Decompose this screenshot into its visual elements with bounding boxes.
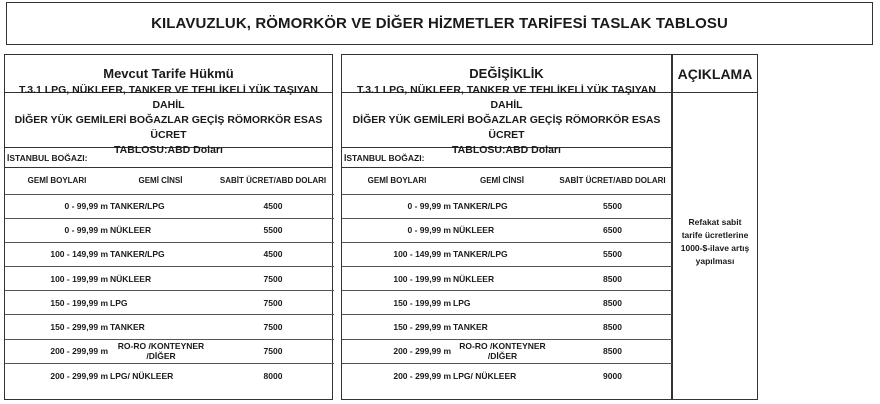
fixed-fee: 7500 (212, 339, 334, 363)
ship-type: LPG (452, 291, 552, 315)
change-panel (341, 54, 672, 400)
fixed-fee: 6500 (552, 218, 673, 242)
ship-length: 200 - 299,99 m (342, 363, 452, 387)
ship-type: NÜKLEER (452, 218, 552, 242)
ship-length: 0 - 99,99 m (342, 194, 452, 218)
ship-length: 200 - 299,99 m (342, 339, 452, 363)
ship-length: 100 - 199,99 m (5, 267, 109, 291)
table-row (342, 315, 673, 339)
ship-length: 150 - 199,99 m (5, 291, 109, 315)
column-header-fee: SABİT ÜCRET/ABD DOLARI (559, 176, 666, 186)
strait-label: İSTANBUL BOĞAZI: (342, 148, 671, 168)
table-row (5, 267, 334, 291)
current-tariff-heading: Mevcut Tarife Hükmü (5, 55, 332, 93)
table-row (342, 291, 673, 315)
table-row (342, 242, 673, 266)
ship-type (109, 339, 212, 363)
table-row (5, 242, 334, 266)
ship-type: NÜKLEER (452, 267, 552, 291)
fixed-fee: 5500 (552, 242, 673, 266)
ship-length: 0 - 99,99 m (5, 194, 109, 218)
change-subtitle (342, 83, 671, 156)
column-header-length: GEMİ BOYLARI (27, 176, 87, 186)
column-header-length: GEMİ BOYLARI (367, 176, 427, 186)
ship-type: TANKER (452, 315, 552, 339)
ship-length: 100 - 149,99 m (342, 242, 452, 266)
fixed-fee: 7500 (212, 315, 334, 339)
table-header-row (5, 168, 334, 194)
fixed-fee: 8500 (552, 315, 673, 339)
explanation-text (675, 216, 755, 268)
ship-type: TANKER (109, 315, 212, 339)
ship-length: 150 - 199,99 m (342, 291, 452, 315)
fixed-fee: 8500 (552, 267, 673, 291)
document-title: KILAVUZLUK, RÖMORKÖR VE DİĞER HİZMETLER TARİFESİ TASLAK TABLOSU (151, 15, 728, 32)
fixed-fee: 4500 (212, 194, 334, 218)
document-title-box (6, 2, 873, 45)
ship-length: 200 - 299,99 m (5, 363, 109, 387)
subtitle-line: DİĞER YÜK GEMİLERİ BOĞAZLAR GEÇİŞ RÖMORKÖR ESAS ÜCRET (352, 113, 661, 141)
explanation-line: yapılması (695, 256, 735, 266)
explanation-heading: AÇIKLAMA (673, 55, 757, 93)
strait-label: İSTANBUL BOĞAZI: (5, 148, 332, 168)
subtitle-line: DİĞER YÜK GEMİLERİ BOĞAZLAR GEÇİŞ RÖMORKÖR ESAS ÜCRET (14, 113, 323, 141)
table-row (342, 267, 673, 291)
subtitle-line: T.3.1 LPG, NÜKLEER, TANKER VE TEHLİKELİ YÜK TAŞIYAN DAHİL (357, 83, 656, 111)
subtitle-line: TABLOSU:ABD Doları (114, 143, 223, 156)
current-tariff-panel (4, 54, 333, 400)
ship-length: 150 - 299,99 m (342, 315, 452, 339)
table-row (342, 194, 673, 218)
fixed-fee: 7500 (212, 291, 334, 315)
ship-type: NÜKLEER (109, 267, 212, 291)
table-row (5, 315, 334, 339)
fixed-fee: 4500 (212, 242, 334, 266)
ship-length: 150 - 299,99 m (5, 315, 109, 339)
fixed-fee: 5500 (212, 218, 334, 242)
table-row (5, 291, 334, 315)
table-row (5, 194, 334, 218)
table-row (342, 363, 673, 387)
table-row (5, 218, 334, 242)
explanation-line: Refakat sabit (688, 217, 742, 227)
table-row (342, 339, 673, 363)
ship-length: 0 - 99,99 m (342, 218, 452, 242)
table-row (5, 363, 334, 387)
ship-type: LPG/ NÜKLEER (109, 363, 212, 387)
current-tariff-table (5, 168, 334, 388)
ship-type-line: RO-RO /KONTEYNER (117, 341, 205, 352)
explanation-line: 1000-$-ilave artış (680, 243, 750, 253)
ship-length: 0 - 99,99 m (5, 218, 109, 242)
ship-type: TANKER/LPG (452, 194, 552, 218)
column-header-type: GEMİ CİNSİ (479, 176, 524, 186)
fixed-fee: 9000 (552, 363, 673, 387)
fixed-fee: 7500 (212, 267, 334, 291)
table-header-row (342, 168, 673, 194)
ship-type: LPG/ NÜKLEER (452, 363, 552, 387)
ship-type (452, 339, 552, 363)
change-tariff-table (342, 168, 673, 388)
change-heading: DEĞİŞİKLİK (342, 55, 671, 93)
ship-type: TANKER/LPG (109, 194, 212, 218)
fixed-fee: 5500 (552, 194, 673, 218)
fixed-fee: 8500 (552, 339, 673, 363)
ship-type: TANKER/LPG (452, 242, 552, 266)
ship-type-line: /DİĞER (146, 351, 176, 362)
column-header-type: GEMİ CİNSİ (138, 176, 183, 186)
ship-type: LPG (109, 291, 212, 315)
current-tariff-subtitle (5, 83, 332, 156)
ship-type-line: /DİĞER (487, 351, 518, 362)
explanation-body (673, 93, 757, 400)
ship-length: 100 - 199,99 m (342, 267, 452, 291)
ship-length: 200 - 299,99 m (5, 339, 109, 363)
ship-type-line: RO-RO /KONTEYNER (459, 341, 546, 352)
ship-length: 100 - 149,99 m (5, 242, 109, 266)
subtitle-line: T.3.1 LPG, NÜKLEER, TANKER VE TEHLİKELİ YÜK TAŞIYAN DAHİL (19, 83, 318, 111)
table-row (342, 218, 673, 242)
explanation-line: tarife ücretlerine (681, 230, 749, 240)
column-header-fee: SABİT ÜCRET/ABD DOLARI (219, 176, 327, 186)
explanation-panel (672, 54, 758, 400)
table-row (5, 339, 334, 363)
ship-type: NÜKLEER (109, 218, 212, 242)
fixed-fee: 8000 (212, 363, 334, 387)
subtitle-line: TABLOSU:ABD Doları (452, 143, 561, 156)
ship-type: TANKER/LPG (109, 242, 212, 266)
fixed-fee: 8500 (552, 291, 673, 315)
